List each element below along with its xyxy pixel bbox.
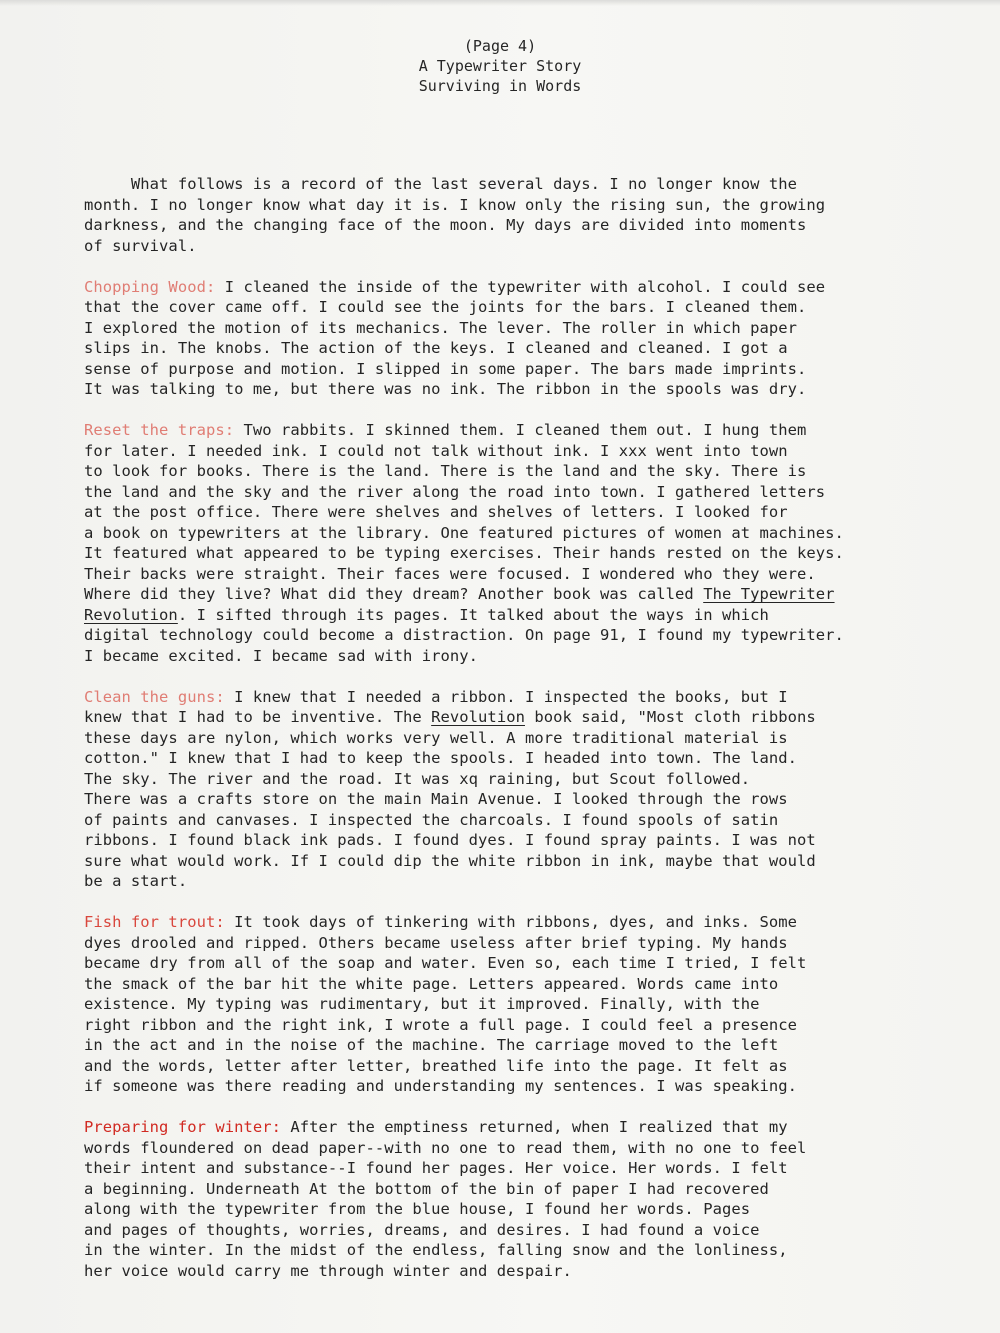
text-line: existence. My typing was rudimentary, but it improved. Finally, with the [84, 995, 760, 1013]
text-line: a book on typewriters at the library. One featured pictures of women at machines. [84, 523, 844, 542]
paragraph [84, 687, 984, 892]
story-title: A Typewriter Story [418, 57, 582, 75]
page-header [0, 36, 1000, 96]
text-line: in the act and in the noise of the machine. The carriage moved to the left [84, 1036, 779, 1054]
text-line: darkness, and the changing face of the moon. My days are divided into moments [84, 216, 807, 234]
text-line: slips in. The knobs. The action of the keys. I cleaned and cleaned. I got a [84, 339, 788, 357]
text-line: sense of purpose and motion. I slipped in some paper. The bars made imprints. [84, 359, 807, 378]
paper-edge [0, 0, 1000, 6]
underlined-book-title: Revolution [84, 605, 178, 624]
text-line: There was a crafts store on the main Main Avenue. I looked through the rows [84, 790, 788, 808]
text-line: I explored the motion of its mechanics. The lever. The roller in which paper [84, 318, 798, 337]
text-line: What follows is a record of the last several days. I no longer know the [84, 175, 798, 193]
text-line: digital technology could become a distraction. On page 91, I found my typewriter. [84, 626, 844, 644]
text-line: along with the typewriter from the blue house, I found her words. Pages [84, 1200, 751, 1218]
text-line: right ribbon and the right ink, I wrote a full page. I could feel a presence [84, 1015, 798, 1034]
text-line: if someone was there reading and understanding my sentences. I was speaking. [84, 1077, 798, 1095]
story-body [84, 174, 984, 1302]
text-line: her voice would carry me through winter and despair. [84, 1261, 572, 1280]
underlined-book-title: Revolution [431, 708, 525, 726]
text-line: their intent and substance--I found her pages. Her voice. Her words. I felt [84, 1159, 788, 1177]
text-line: I became excited. I became sad with irony. [84, 646, 479, 665]
text-line: month. I no longer know what day it is. I know only the rising sun, the growing [84, 195, 826, 214]
text-line: a beginning. Underneath At the bottom of the bin of paper I had recovered [84, 1179, 769, 1198]
text-line: for later. I needed ink. I could not talk without ink. I xxx went into town [84, 441, 788, 460]
text-line: Chopping Wood: I cleaned the inside of the typewriter with alcohol. I could see [84, 277, 826, 296]
text-line: Where did they live? What did they dream? Another book was called The Typewriter [84, 585, 835, 603]
text-line: and the words, letter after letter, breathed life into the page. It felt as [84, 1056, 788, 1075]
text-line: at the post office. There were shelves and shelves of letters. I looked for [84, 503, 788, 521]
text-line: Fish for trout: It took days of tinkering with ribbons, dyes, and inks. Some [84, 913, 798, 931]
text-line: Preparing for winter: After the emptiness returned, when I realized that my [84, 1118, 788, 1136]
text-line: knew that I had to be inventive. The Revolution book said, "Most cloth ribbons [84, 708, 816, 726]
text-line: cotton." I knew that I had to keep the spools. I headed into town. The land. [84, 749, 798, 767]
underlined-book-title: The Typewriter [703, 585, 835, 603]
section-label: Reset the traps: [84, 421, 235, 439]
text-line: sure what would work. If I could dip the white ribbon in ink, maybe that would [84, 851, 816, 870]
text-line: Clean the guns: I knew that I needed a ribbon. I inspected the books, but I [84, 687, 788, 706]
section-label: Chopping Wood: [84, 277, 216, 296]
paragraph [84, 174, 984, 256]
text-line: Revolution. I sifted through its pages. It talked about the ways in which [84, 605, 769, 624]
section-label: Clean the guns: [84, 687, 225, 706]
text-line: of paints and canvases. I inspected the charcoals. I found spools of satin [84, 810, 779, 829]
text-line: the smack of the bar hit the white page. Letters appeared. Words came into [84, 974, 779, 993]
story-subtitle: Surviving in Words [418, 77, 582, 95]
paragraph [84, 1117, 984, 1281]
text-line: to look for books. There is the land. There is the land and the sky. There is [84, 462, 807, 480]
text-line: Their backs were straight. Their faces were focused. I wondered who they were. [84, 564, 816, 583]
text-line: Reset the traps: Two rabbits. I skinned them. I cleaned them out. I hung them [84, 421, 807, 439]
text-line: and pages of thoughts, worries, dreams, and desires. I had found a voice [84, 1220, 760, 1239]
section-label: Fish for trout: [84, 913, 225, 931]
section-label: Preparing for winter: [84, 1118, 282, 1136]
paragraph [84, 277, 984, 400]
text-line: The sky. The river and the road. It was xq raining, but Scout followed. [84, 769, 751, 788]
text-line: be a start. [84, 872, 188, 890]
text-line: of survival. [84, 236, 197, 255]
paragraph [84, 420, 984, 666]
text-line: ribbons. I found black ink pads. I found dyes. I found spray paints. I was not [84, 831, 816, 849]
page-number: (Page 4) [463, 37, 537, 55]
text-line: that the cover came off. I could see the joints for the bars. I cleaned them. [84, 298, 807, 316]
text-line: in the winter. In the midst of the endless, falling snow and the lonliness, [84, 1241, 788, 1259]
text-line: words floundered on dead paper--with no one to read them, with no one to feel [84, 1138, 807, 1157]
text-line: the land and the sky and the river along the road into town. I gathered letters [84, 482, 826, 501]
paragraph [84, 912, 984, 1097]
text-line: It featured what appeared to be typing exercises. Their hands rested on the keys. [84, 544, 844, 562]
text-line: dyes drooled and ripped. Others became useless after brief typing. My hands [84, 933, 788, 952]
text-line: It was talking to me, but there was no ink. The ribbon in the spools was dry. [84, 380, 807, 398]
text-line: these days are nylon, which works very well. A more traditional material is [84, 728, 788, 747]
text-line: became dry from all of the soap and water. Even so, each time I tried, I felt [84, 954, 807, 972]
